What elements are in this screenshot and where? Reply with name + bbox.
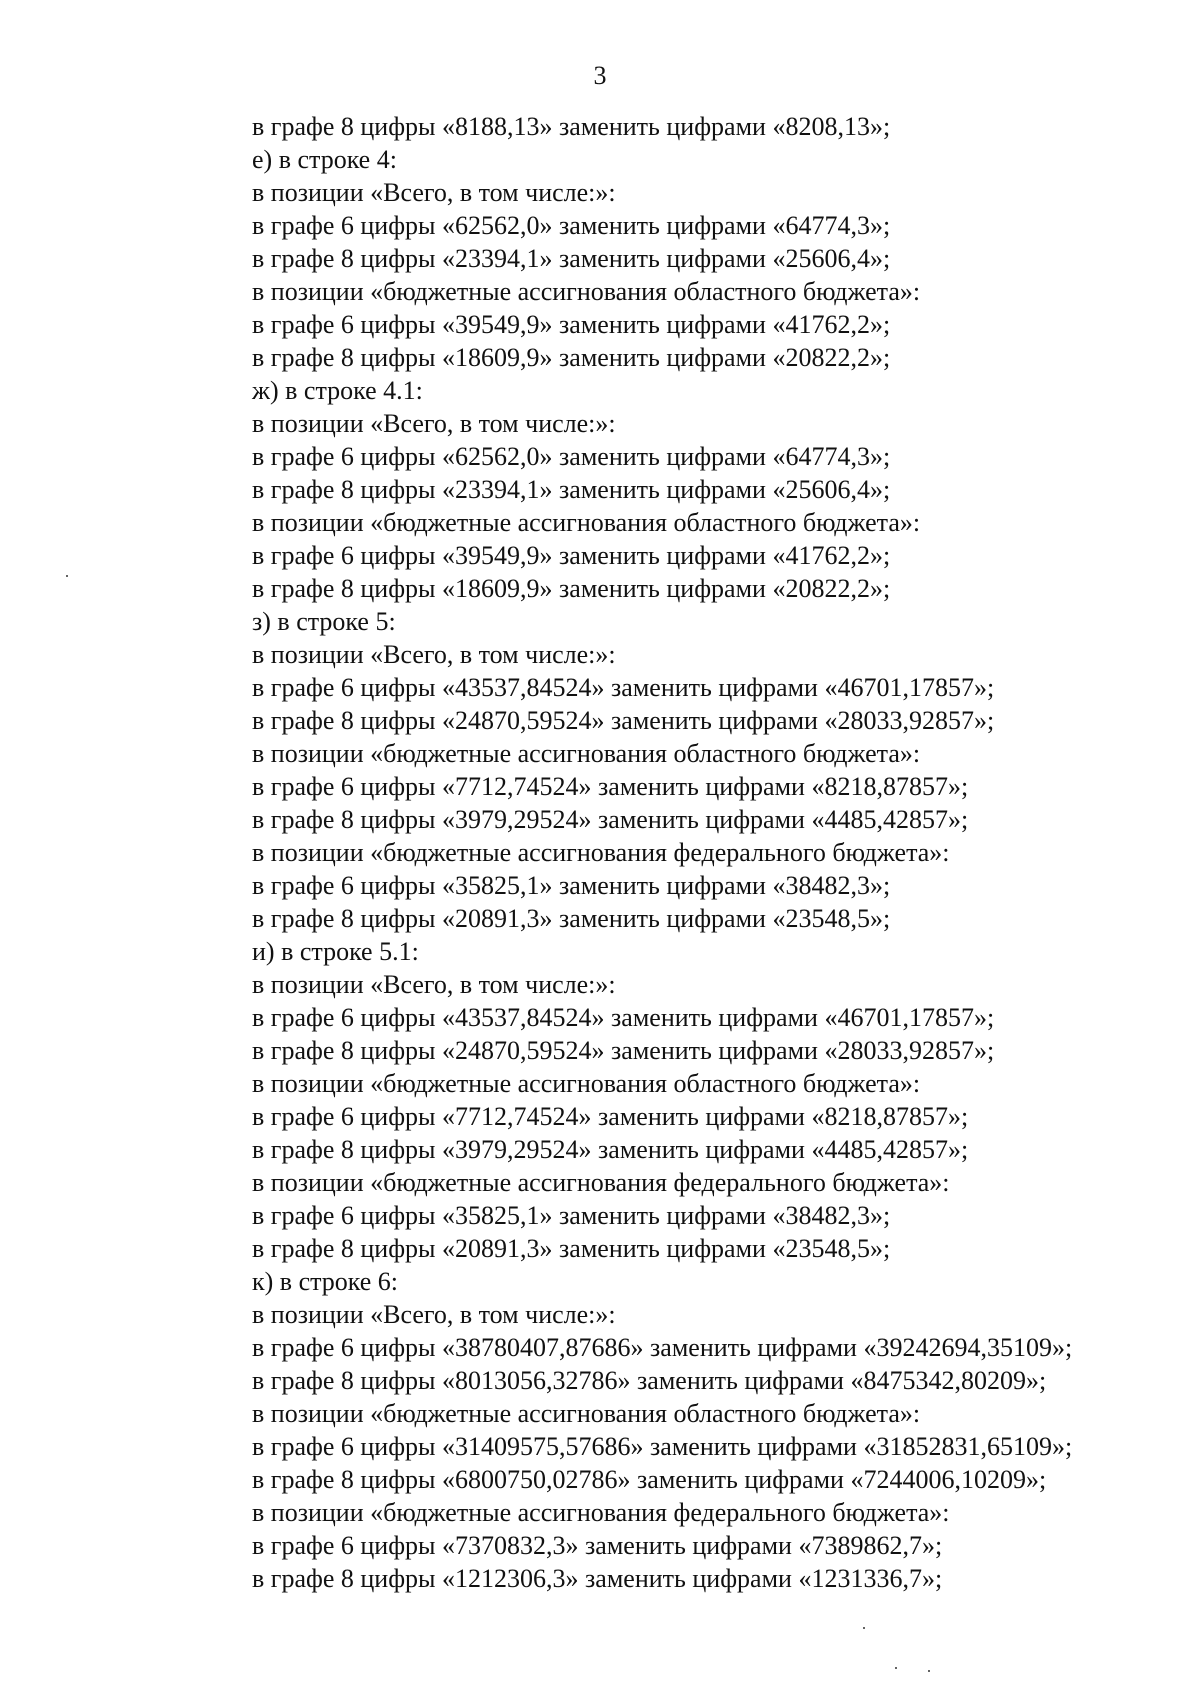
text-line: в графе 6 цифры «39549,9» заменить цифрами «41762,2»; bbox=[252, 541, 891, 570]
text-line: в графе 6 цифры «62562,0» заменить цифрами «64774,3»; bbox=[252, 211, 891, 240]
text-line: в графе 8 цифры «23394,1» заменить цифрами «25606,4»; bbox=[252, 244, 891, 273]
text-line: в графе 8 цифры «6800750,02786» заменить цифрами «7244006,10209»; bbox=[252, 1465, 1047, 1494]
text-line: в позиции «Всего, в том числе:»: bbox=[252, 178, 616, 207]
text-line: в графе 6 цифры «7712,74524» заменить цифрами «8218,87857»; bbox=[252, 772, 969, 801]
page-number: 3 bbox=[593, 61, 607, 90]
scan-speck bbox=[928, 1670, 930, 1672]
text-line: в позиции «Всего, в том числе:»: bbox=[252, 970, 616, 999]
text-line: в графе 8 цифры «20891,3» заменить цифрами «23548,5»; bbox=[252, 1234, 891, 1263]
text-line: в позиции «бюджетные ассигнования федерального бюджета»: bbox=[252, 1498, 950, 1527]
text-line: в позиции «бюджетные ассигнования областного бюджета»: bbox=[252, 1399, 921, 1428]
scan-speck bbox=[895, 1667, 897, 1669]
text-line: в графе 6 цифры «35825,1» заменить цифрами «38482,3»; bbox=[252, 871, 891, 900]
text-line: в позиции «Всего, в том числе:»: bbox=[252, 409, 616, 438]
document-body bbox=[252, 110, 1172, 1595]
text-line: в графе 8 цифры «18609,9» заменить цифрами «20822,2»; bbox=[252, 343, 891, 372]
text-line: в графе 8 цифры «8188,13» заменить цифрами «8208,13»; bbox=[252, 112, 891, 141]
text-line: в позиции «Всего, в том числе:»: bbox=[252, 640, 616, 669]
text-line: в позиции «бюджетные ассигнования областного бюджета»: bbox=[252, 1069, 921, 1098]
text-line: з) в строке 5: bbox=[252, 607, 396, 636]
text-line: е) в строке 4: bbox=[252, 145, 397, 174]
text-line: в графе 8 цифры «8013056,32786» заменить цифрами «8475342,80209»; bbox=[252, 1366, 1047, 1395]
text-line: в графе 6 цифры «31409575,57686» заменить цифрами «31852831,65109»; bbox=[252, 1432, 1073, 1461]
text-line: в позиции «бюджетные ассигнования областного бюджета»: bbox=[252, 508, 921, 537]
text-line: в графе 8 цифры «24870,59524» заменить цифрами «28033,92857»; bbox=[252, 706, 995, 735]
text-line: в графе 6 цифры «7712,74524» заменить цифрами «8218,87857»; bbox=[252, 1102, 969, 1131]
text-line: в графе 8 цифры «23394,1» заменить цифрами «25606,4»; bbox=[252, 475, 891, 504]
text-line: в графе 6 цифры «35825,1» заменить цифрами «38482,3»; bbox=[252, 1201, 891, 1230]
text-line: в графе 8 цифры «1212306,3» заменить цифрами «1231336,7»; bbox=[252, 1564, 943, 1593]
text-line: ж) в строке 4.1: bbox=[252, 376, 423, 405]
text-line: в графе 8 цифры «3979,29524» заменить цифрами «4485,42857»; bbox=[252, 1135, 969, 1164]
text-line: в позиции «бюджетные ассигнования областного бюджета»: bbox=[252, 277, 921, 306]
text-line: к) в строке 6: bbox=[252, 1267, 399, 1296]
text-line: в графе 8 цифры «20891,3» заменить цифрами «23548,5»; bbox=[252, 904, 891, 933]
text-line: в позиции «бюджетные ассигнования федерального бюджета»: bbox=[252, 838, 950, 867]
text-line: в графе 6 цифры «43537,84524» заменить цифрами «46701,17857»; bbox=[252, 673, 995, 702]
text-line: в позиции «бюджетные ассигнования федерального бюджета»: bbox=[252, 1168, 950, 1197]
text-line: в позиции «бюджетные ассигнования областного бюджета»: bbox=[252, 739, 921, 768]
text-line: в графе 6 цифры «39549,9» заменить цифрами «41762,2»; bbox=[252, 310, 891, 339]
text-line: в графе 8 цифры «3979,29524» заменить цифрами «4485,42857»; bbox=[252, 805, 969, 834]
text-line: в графе 6 цифры «43537,84524» заменить цифрами «46701,17857»; bbox=[252, 1003, 995, 1032]
text-line: в графе 8 цифры «24870,59524» заменить цифрами «28033,92857»; bbox=[252, 1036, 995, 1065]
text-line: в графе 6 цифры «38780407,87686» заменить цифрами «39242694,35109»; bbox=[252, 1333, 1073, 1362]
text-line: в графе 8 цифры «18609,9» заменить цифрами «20822,2»; bbox=[252, 574, 891, 603]
scan-speck bbox=[863, 1627, 865, 1629]
text-line: в позиции «Всего, в том числе:»: bbox=[252, 1300, 616, 1329]
text-line: в графе 6 цифры «62562,0» заменить цифрами «64774,3»; bbox=[252, 442, 891, 471]
text-line: и) в строке 5.1: bbox=[252, 937, 419, 966]
text-line: в графе 6 цифры «7370832,3» заменить цифрами «7389862,7»; bbox=[252, 1531, 943, 1560]
scan-speck bbox=[66, 575, 68, 577]
